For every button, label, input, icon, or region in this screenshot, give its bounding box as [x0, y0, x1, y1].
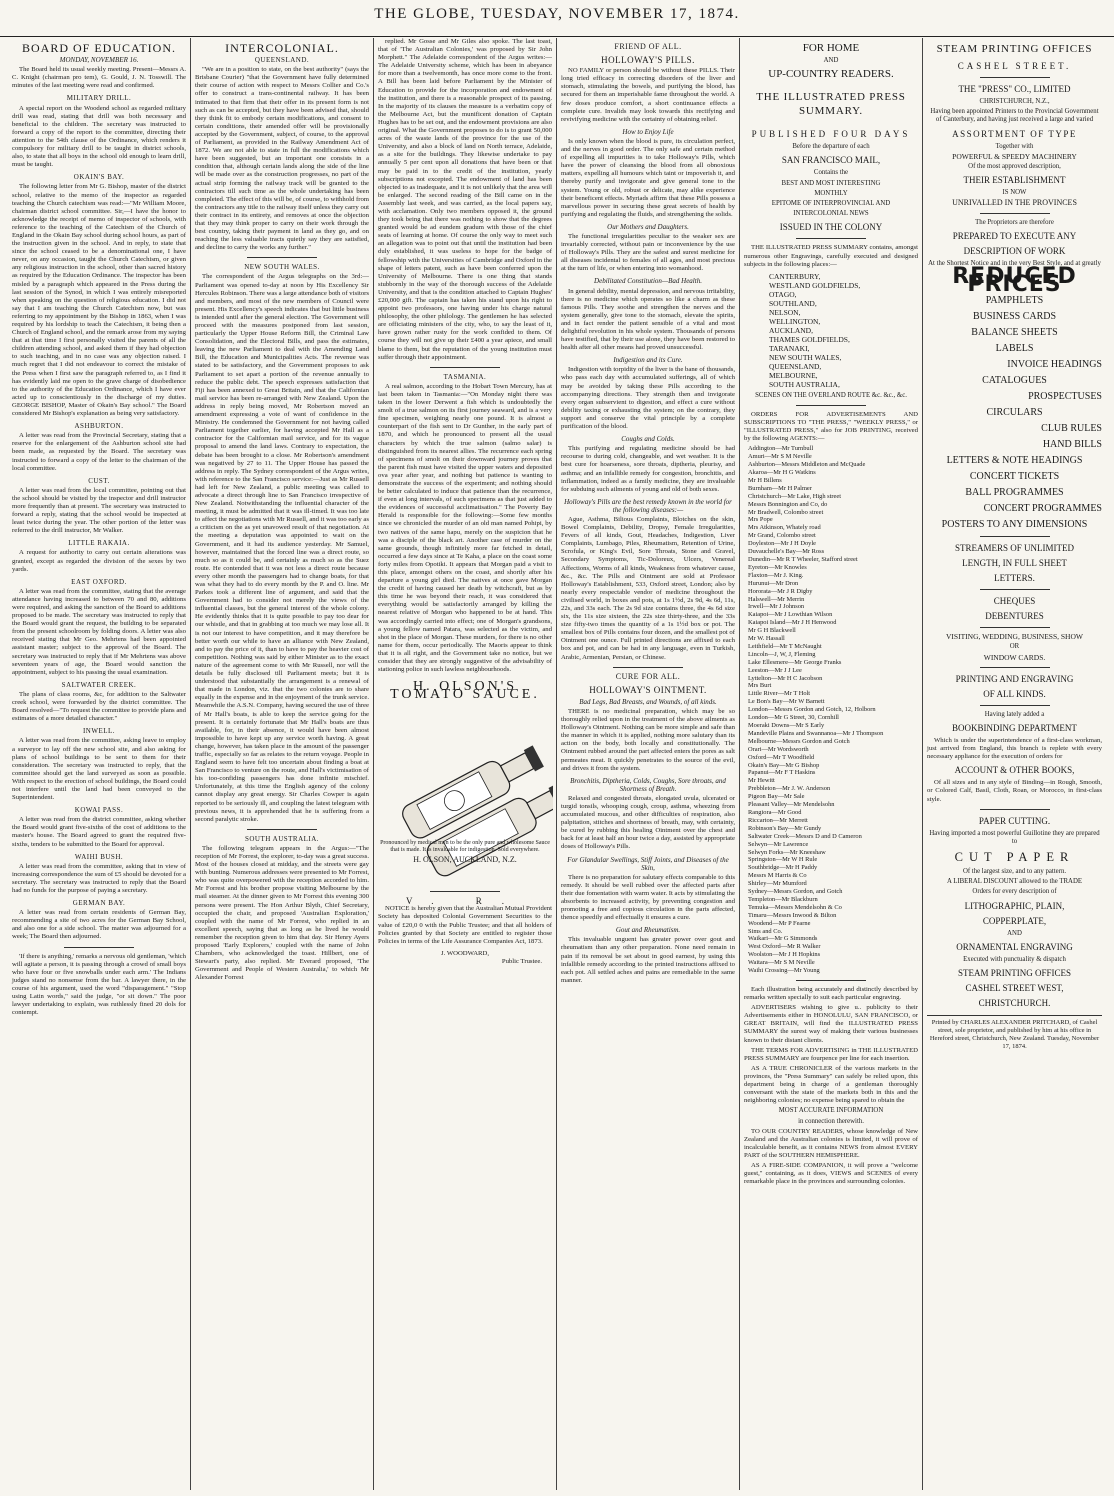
ad-line: CUT PAPER: [954, 850, 1075, 864]
ad-line: MONTHLY: [814, 189, 848, 197]
agent-item: Irwell—Mr J Johnson: [748, 603, 805, 611]
divider: [613, 667, 683, 668]
ad-line: Before the departure of each: [792, 143, 870, 151]
section-heading: Indigestion and its Cure.: [613, 356, 683, 365]
agent-item: West Oxford—Mr R Walker: [748, 943, 821, 951]
ad-line: Executed with punctuality & dispatch: [963, 955, 1066, 963]
page-columns: [8, 38, 1106, 1490]
service-item: CATALOGUES: [982, 375, 1047, 387]
ad-line: SAN FRANCISCO MAIL,: [781, 155, 881, 166]
section-heading: KOWAI PASS.: [74, 806, 124, 815]
section-heading: Debilitated Constitution—Bad Health.: [594, 277, 702, 286]
agents-list: [744, 445, 918, 975]
reduced-prices-headline: REDUCED PRICES: [952, 264, 1077, 298]
ad-line: LITHOGRAPHIC, PLAIN,: [964, 900, 1065, 911]
holloway-pills-title: HOLLOWAY'S PILLS.: [601, 55, 695, 66]
agent-item: Saltwater Creek—Messrs D and D Cameron: [748, 832, 862, 840]
sauce-brand: H. OLSON'S TOMATO SAUCE.: [390, 679, 540, 703]
ad-line: PAPER CUTTING.: [978, 815, 1051, 826]
ad-line: WINDOW CARDS.: [983, 652, 1046, 662]
ad-line: PRINTING AND ENGRAVING: [955, 673, 1074, 684]
ad-line: MOST ACCURATE INFORMATION: [778, 1107, 884, 1115]
services-list: [927, 294, 1102, 531]
printer-imprint: Printed by CHARLES ALEXANDER PRITCHARD, of Cashel street, sole proprietor, and published by him at his office in Hereford street, Christchurch, New Zealand. Tuesday, November 17, 1874.: [927, 1015, 1102, 1051]
ad-paragraph: Each illustration being accurately and distinctly described by remarks written specially to suit each particular engraving.: [744, 986, 918, 1002]
ad-line: POWERFUL & SPEEDY MACHINERY: [952, 151, 1077, 161]
ad-line: VISITING, WEDDING, BUSINESS, SHOW: [946, 632, 1083, 642]
ad-line: DESCRIPTION OF WORK: [963, 245, 1066, 256]
ad-line: Orders for every description of: [972, 888, 1057, 896]
divider: [980, 705, 1050, 706]
agent-item: Messrs Bonnington and Co, do: [748, 500, 828, 508]
section-heading: Bronchitis, Diptheria, Colds, Coughs, Sore throats, and Shortness of Breath.: [570, 776, 726, 793]
service-item: BALL PROGRAMMES: [965, 487, 1064, 499]
section-heading: How to Enjoy Life: [622, 127, 674, 136]
ad-line: LENGTH, IN FULL SHEET: [962, 558, 1067, 569]
ad-line: The Proprietors are therefore: [975, 218, 1054, 226]
agent-item: Oxford—Mr T Woodfield: [748, 753, 815, 761]
section-heading: QUEENSLAND.: [254, 56, 310, 65]
section-heading: For Glandular Swellings, Stiff Joints, and Diseases of the Skin,: [567, 855, 729, 872]
divider: [980, 809, 1050, 810]
article-paragraph: A letter was read from the district committee, asking whether the Board would grant five-sixths of the cost of additions to the master's house. The Board agreed to grant the required five-sixths, tenders to be submitted to the Board for approval.: [12, 816, 186, 848]
article-paragraph: The following telegram appears in the Argus:—"The reception of Mr Forrest, the explorer, to-day was a great success. Most of the houses closed at midday, and the streets were gay with bunting. Numerous addresses were presented to Mr Forrest, who was quite overpowered with the reception accorded to him. Mr Forrest and his brother propose visiting Melbourne by the mail steamer. At the dinner given to Mr Forrest this evening 300 persons were present. The Hon Arthur Blyth, Chief Secretary, occupied the chair, and proposed 'Australian Exploration,' coupled with the name of Mr Forrest, who replied in an excellent speech, saying that as long as he lived he would remember the reception given to him that day. Sir Henry Ayers proposed 'Early Explorers,' coupled with the name of John Chambers, who acknowledged the toast. Hillbert, one of Stewart's party, also replied. Mr Everard proposed, 'The Government and People of Western Australia,' to which Mr Alexander Forrest: [195, 844, 369, 982]
article-paragraph: NO FAMILY or person should be without these PILLS. Their long tried efficacy in correcting disorders of the liver and stomach, stimulating the bowels, and purifying the blood, has secured for them an imperishable fame throughout the world. A few doses produce comfort, a short continuance effects a complete cure. Invalids may look towards this rectifying and revivifying medicine with the certainty of obtaining relief.: [561, 67, 735, 123]
section-heading: SOUTH AUSTRALIA.: [244, 834, 320, 843]
agent-item: Selwyn Forks—Mr Kneeshaw: [748, 848, 826, 856]
press-summary-title: THE ILLUSTRATED PRESS SUMMARY.: [756, 91, 906, 118]
ad-line: BOOKBINDING DEPARTMENT: [952, 723, 1077, 734]
notice-paragraph: NOTICE is hereby given that the Australian Mutual Provident Society has deposited Colonial Government Securities to the value of £20,0 0 with the Public Trustee; and that all holders of Policies granted by that Society are entitled to register those Policies in terms of the Life Assurance Companies Act, 1873.: [378, 905, 552, 945]
divider: [430, 891, 500, 892]
ad-line: ISSUED IN THE COLONY: [779, 222, 883, 233]
agent-item: Eyreton—Mr Knowles: [748, 563, 807, 571]
agent-item: Pigeon Bay—Mr Sale: [748, 793, 805, 801]
ad-paragraph: Which is under the superintendence of a first-class workman, just arrived from England, this branch is replete with every necessary appliance for the execution of orders for: [927, 737, 1102, 761]
agent-item: Lake Ellesmere—Mr George Franks: [748, 658, 842, 666]
ad-line: INTERCOLONIAL NEWS: [793, 210, 869, 218]
service-item: HAND BILLS: [1042, 439, 1102, 451]
section-heading: Coughs and Colds.: [621, 435, 675, 444]
column-printing-offices: [923, 38, 1106, 1490]
agent-item: Mr W. Hassall: [748, 635, 785, 643]
agent-item: Orari—Mr Wordsworth: [748, 745, 809, 753]
place-item: AUCKLAND,: [769, 325, 813, 335]
ad-line: PREPARED TO EXECUTE ANY: [952, 230, 1077, 241]
service-item: PROSPECTUSES: [1028, 391, 1102, 403]
ad-line: Contains the: [813, 169, 849, 177]
section-heading: EAST OXFORD.: [71, 577, 127, 586]
ad-paragraph: THE TERMS FOR ADVERTISING in THE ILLUSTRATED PRESS SUMMARY are fourpence per line for each insertion.: [744, 1046, 918, 1062]
agent-item: Papanui—Mr F T Haskins: [748, 769, 816, 777]
place-item: SOUTHLAND,: [769, 298, 817, 308]
place-item: MELBOURNE,: [769, 370, 818, 380]
section-heading: Our Mothers and Daughters.: [607, 222, 689, 231]
column-press-summary: [740, 38, 923, 1490]
section-heading: Gout and Rheumatism.: [615, 926, 681, 935]
agent-item: Timaru—Messrs Inwood & Bilton: [748, 911, 837, 919]
article-paragraph: This purifying and regulating medicine should be had recourse to during cold, changeable, and wet weather. It is the best cure for hoarseness, sore throats, diptheria, pleurisy, and asthma; and an infallible remedy for congestion, bronchitis, and inflammation, indeed as a family medicine, they are invaluable for subduing such ailments of young and old of both sexes.: [561, 445, 735, 493]
ad-line: CHRISTCHURCH, N.Z.,: [979, 98, 1050, 105]
article-paragraph: Ague, Asthma, Bilious Complaints, Blotches on the skin, Bowel Complaints, Debility, Dropsy, Female Irregularities, Fevers of all kinds, Gout, Headaches, Indigestion, Liver Complaints, Lumbago, Piles, Rheumatism, Retention of Urine, Scrofula, or King's Evil, Sore Throats, Stone and Gravel, Secondary Symptoms, Tic-Doloreux, Ulcers, Venereal Affections, Worms of all kinds, Weakness from whatever cause, &c., &c. The Pills and Ointment are sold at Professor Holloway's Establishment, 533, Oxford street, London; also by nearly every respectable vendor of medicine throughout the civilised world, in boxes and pots, at 1s 1½d, 2s 9d, 4s 6d, 11s, 22s, and 33s each. The 2s 9d size contains three, the 4s 6d size six, the 11s size sixteen, the 22s size thirty-three, and the 33s size fifty-two times the quantity of a 1s 1½d box or pot. The smallest box of Pills contains four dozen, and the smallest pot of Ointment one ounce. Full printed directions are affixed to each box and pot, and can be had in any language, even in Turkish, Arabic, Armenian, Persian, or Chinese.: [561, 515, 735, 661]
agent-item: Le Bon's Bay—Mr W Barnett: [748, 698, 825, 706]
ad-line: DEBENTURES: [985, 611, 1044, 622]
agent-item: Lincoln—J, W, J, Fleming: [748, 650, 816, 658]
sauce-tagline: Pronounced by medical men to be the only pure and wholesome Sauce that is made. It is invaluable for indigestion. Sold everywhere.: [380, 839, 550, 853]
agent-item: Mrs Burt: [748, 682, 772, 690]
article-paragraph: A real salmon, according to the Hobart Town Mercury, has at last been taken in Tasmania:—"On Monday night there was taken in the lower Derwent a fish which is undoubtedly the smolt of a true salmon on its first journey seaward, and is a very fine specimen, weighing nearly one pound. It is almost a counterpart of the fish sent to Dr Gunther, in the early part of 1870, and which he pronounced to present all the usual characters by which the true salmon (salmo salar) is distinguished from its nearest allies. The recurrence each spring of specimens of smolt on their downward journey proves that the parent fish must have visited the upper waters and deposited ova year after year, and nothing but patience is wanting to demonstrate the success of the experiment; and nothing should be better calculated to induce that patience than the recurrence, if even at long intervals, of such specimens as that just added to the evidences of successful acclimatisation." The Poverty Bay Herald is responsible for the following:—Some few months since we chronicled the murder of an old man named Pohipi, by two natives of the same hapu, merely on the suspicion that he was a disciple of the black art. Another case of murder on the same grounds, though infinitely more far fetched in detail, occurred a few days since at Te Kaha, a place on the coast some forty miles from Opotiki. It appears that Morgan paid a visit to this place, amongst others on the coast, and shortly after his departure a young girl died. The natives at once gave Morgan the credit of having caused her death by witchcraft, but as by this time he was beyond their reach, it was considered that everything would be satisfactorily arranged by killing the nearest relative of Morgan who happened to be at hand. This was accordingly carried into effect; one of Morgan's grandsons, a young fellow named Patara, was selected as the victim, and shot in the place of Morgan. These murders, for there is no other name for them, occur periodically. The Maoris appear to think that it is all right, and the Government take no notice, but we consider that they are strongly suggestive of the advisability of stationing police in such lawless neighbourhoods.: [378, 382, 552, 674]
ad-line: ORNAMENTAL ENGRAVING: [956, 941, 1073, 952]
ad-line: UP-COUNTRY READERS.: [768, 68, 894, 81]
article-paragraph: A letter was read from certain residents of German Bay, recommending a site of two acres for the German Bay School, and also one for a side school. The matter was adjourned for a week; The Board then adjourned.: [12, 909, 186, 941]
ad-line: Together with: [995, 142, 1034, 150]
article-paragraph: In general debility, mental depression, and nervous irritability, there is no medicine which operates so like a charm as these famous Pills. They soothe and strengthen the nerves and the system generally, give tone to the stomach, elevate the spirits, and in fact render the patient sensible of a vital and most delightful revolution in his whole system. Thousands of persons have testified, that by their use alone, they have been restored to health after all other means had proved unsuccessful.: [561, 287, 735, 352]
ad-paragraph: TO OUR COUNTRY READERS, whose knowledge of New Zealand and the Australian colonies is limited, it will prove of incalculable benefit, as it contains NEWS from almost EVERY PART of the SOUTHERN HEMISPHERE.: [744, 1127, 918, 1159]
ad-line: in connection therewith.: [798, 1117, 864, 1125]
section-heading: ASHBURTON.: [74, 422, 124, 431]
service-item: CONCERT PROGRAMMES: [983, 503, 1102, 515]
service-item: LABELS: [995, 343, 1034, 355]
column-holloway: [557, 38, 740, 1490]
section-heading: CURE FOR ALL.: [615, 671, 681, 681]
ad-line: CASHEL STREET WEST,: [965, 983, 1064, 994]
article-paragraph: This invaluable unguent has greater power over gout and rheumatism than any other preparation. None need remain in pain if its removal be set about in good earnest, by using this infallible remedy according to the printed instructions affixed to each pot. All settled aches and pains are remediable in the same manner.: [561, 936, 735, 984]
section-heading: INWELL.: [82, 727, 116, 736]
agent-item: Selwyn—Mr Lawrence: [748, 840, 809, 848]
service-item: PAMPHLETS: [985, 295, 1044, 307]
ad-line: EPITOME OF INTERPROVINCIAL AND: [771, 200, 891, 208]
ad-paragraph: ADVERTISERS wishing to give u.. publicity to their Advertisements either in HONOLULU, SAN FRANCISCO, or GREAT BRITAIN, will find the ILLUSTRATED PRESS SUMMARY the surest way of making their various businesses known to their distant clients.: [744, 1004, 918, 1044]
agent-item: Messrs M Harris & Co: [748, 872, 807, 880]
anecdote-paragraph: 'If there is anything,' remarks a nervous old gentleman, 'which will agitate a person, it is passing through a crowd of small boys who have four or five snowballs under each arm.' The Indians judges stand no nonsense from the bar. A lawyer there, in the course of his argument, used the word "disparagement." "Stop using Latin words," said the judge, "or sit down." The poor lawyer undertaking to explain, was ruthlessly fined 20 dols for contempt.: [12, 952, 186, 1017]
divider: [980, 589, 1050, 590]
ad-line: Having imported a most powerful Guillotine they are prepared to: [929, 829, 1100, 845]
agent-item: Moeraki Downs—Mr S Early: [748, 722, 825, 729]
article-paragraph: The Board held its usual weekly meeting. Present—Messrs A. C. Knight (chairman pro tem), G. Gould, J. N. Tosswill. The minutes of the last meeting were read and confirmed.: [12, 66, 186, 90]
article-paragraph: A special report on the Woodend school as regarded military drill was read, stating that drill was both necessary and beneficial to the children. The secretary was instructed to forward a copy of the report to the committee, directing their attention to the 54th clause of the Ordinance, which renders it compulsory for military drill to be taught in district schools, also, to state that all boys in the school old enough to learn drill, must be taught.: [12, 104, 186, 169]
section-heading: WAIHI BUSH.: [74, 852, 124, 861]
ad-line: AND: [1007, 929, 1022, 937]
agent-item: Waihi Crossing—Mr Young: [748, 967, 820, 975]
tomato-sauce-advertisement: [378, 680, 552, 885]
place-item: NELSON,: [769, 307, 801, 317]
article-paragraph: replied. Mr Gosse and Mr Giles also spoke. The last toast, that of 'The Australian Colonies,' was proposed by Sir John Morphett." The Adelaide correspondent of the Argus writes:—The Adelaide University scheme, which has been in abeyance for more than a twelvemonth, has once more come to the front. A Bill has been laid before Parliament by the Minister of Education to provide for the incorporation and endowment of the institution, and there is a reasonable prospect of its passing. In the majority of its clauses the measure is a verbatim copy of the Melbourne Act, but the munificent donation of Captain Hughes has to be set out, and the endowment provisions are also original. What the Government proposes to do is to grant 50,000 acres of the waste lands of the province for the use of the University, and also a block of land on North terrace, Adelaide, as a site for the buildings. They likewise undertake to pay annually 5 per cent upon all donations that have been or that may be paid in to the credit of the institution, yearly subscriptions not excepted. The endowment of land has been objected to as inadequate, and it is not unlikely that the area will be enlarged. The second reading of the Bill came on in the Assembly last week, and was carried, as the local papers say, with acclamation. Only two members opposed it, the ground they took being that there was nothing to show that the degrees granted would be ad eundem gradum with those of the chief seats of learning at home. Of course the only way to meet such an allegation was to point out that until the institution had been duly established, it was useless to hope for the badge of fellowship with the Universities of Cambridge and Oxford in the shape of letters patent, such as have been conferred upon the University of Melbourne. There is one thing that stands stubbornly in the way of the thorough success of the Adelaide University, and that is the condition attached to Captain Hughes' £20,000 gift. The captain has taken his stand upon his right to appoint two professors, one having under his charge natural philosophy, the other philology. The gentlemen he has selected are officiating ministers of the city, who, to say the least of it, have grown rather rusty for the work confided to them. Of course they will not give up their £400 a year apiece, and small blame to them, but the reputation of the young institution must suffer through their appointment.: [378, 38, 552, 361]
agent-item: Sydney—Messrs Gordon, and Gotch: [748, 888, 843, 896]
service-item: CLUB RULES: [1041, 423, 1102, 435]
article-paragraph: "We are in a position to state, on the best authority" (says the Brisbane Courier) "that the Government have fully determined their course of action with respect to Messrs Collier and Co.'s offer to construct a trans-continental railway. It has been intimated to that firm that their offer in its present form is not such as can be accepted, but they have been advised that, should they think fit to embody certain modifications, and consent to certain conditions, their amended offer will be provisionally accepted by the Government, subject, of course, to the approval of Parliament, as provided in the Railway Amendment Act of 1872. We are not able to state in full the modifications which have been suggested, but an important one consists in a condition that, although certain lands along the side of the line will be made over as the construction progresses, no part of the actual strip forming the railway track will be granted to the contractors till such time as the whole undertaking has been completed. The effect of this will be, of course, to withhold from the contractors any title to the railway itself unless they carry out their contract in its entirety, and removes at once the objection that they may think proper to carry on their work through the best country, taking their payment in land as they go, and on reaching the less valuable tracts quietly say they are satisfied, and decline to carry the works any further.": [195, 66, 369, 252]
ad-line: CASHEL STREET.: [957, 61, 1072, 71]
agent-item: Woolston—Mr J H Hopkins: [748, 951, 821, 959]
section-heading: SALTWATER CREEK.: [61, 680, 137, 689]
ad-paragraph: Of all sizes and in any style of Binding—in Rough, Smooth, or Colored Calf, Basil, Cloth, Roan, or Morocco, in first-class style.: [927, 779, 1102, 803]
divider: [980, 667, 1050, 668]
ad-line: FOR HOME: [802, 42, 860, 54]
place-item: SOUTH AUSTRALIA,: [769, 379, 840, 389]
agent-item: Leithfield—Mr T McNaught: [748, 642, 822, 650]
article-paragraph: Relaxed and congested throats, elongated uvula, ulcerated or turgid tonsils, whooping cough, croup, asthma, wheezing from accumulated mucous, and other difficulties of respiration, also palpitation, stitches and shortness of breath, may, with certainty, be cured by rubbing this healing Ointment over the chest and back for at least half an hour twice a day, assisted by appropriate doses of Holloway's Pills.: [561, 794, 735, 851]
ad-paragraph: THE ILLUSTRATED PRESS SUMMARY contains, amongst numerous other Engravings, carefully executed and designed subjects in the following places:—: [744, 244, 918, 268]
divider: [980, 77, 1050, 78]
ad-line: OF ALL KINDS.: [983, 688, 1046, 699]
ad-line: THE "PRESS" CO., LIMITED: [958, 84, 1071, 94]
divider: [796, 238, 866, 239]
ad-paragraph: AS A TRUE CHRONICLER of the various markets in the provinces, the "Press Summary" can safely be relied upon, this department being in charge of a gentleman thoroughly conversant with the state of the markets both in this and the neighboring colonies; no expense being spared to obtain the: [744, 1064, 918, 1105]
holloway-ointment-title: HOLLOWAY'S OINTMENT.: [589, 684, 707, 695]
agent-item: Halswell—Mr Merrin: [748, 595, 805, 603]
ad-line: STREAMERS OF UNLIMITED: [954, 543, 1074, 554]
article-paragraph: A letter was read from the committee, asking that in view of increasing correspondence the sum of £5 should be devoted for a secretary. The secretary was instructed to reply that the Board had no funds for the purpose of paying a secretary.: [12, 862, 186, 894]
section-heading: MILITARY DRILL.: [66, 94, 132, 103]
agent-item: Temuka—Messrs Mendelsohn & Co: [748, 903, 842, 911]
agent-item: Kaiapoi Island—Mr J H Henwood: [748, 619, 837, 627]
agent-item: Mr Bradwell, Colombo street: [748, 508, 824, 516]
section-heading: NEW SOUTH WALES.: [244, 263, 320, 272]
agent-item: Little River—Mr T Holt: [748, 690, 811, 698]
masthead: THE GLOBE, TUESDAY, NOVEMBER 17, 1874.: [0, 0, 1114, 37]
agent-item: Templeton—Mr Blackburn: [748, 895, 818, 903]
agent-item: Pleasant Valley—Mr Mendelsohn: [748, 801, 835, 809]
service-item: LETTERS & NOTE HEADINGS: [946, 455, 1083, 467]
divider: [980, 213, 1050, 214]
sauce-maker: H. OLSON, AUCKLAND, N.Z.: [413, 854, 517, 864]
agent-item: Dunedin—Mr R T Wheeler, Stafford street: [748, 555, 858, 563]
ad-line: COPPERPLATE,: [982, 915, 1047, 926]
article-paragraph: A request for authority to carry out certain alterations was granted, except as regarded the division of the sexes by two yards.: [12, 549, 186, 573]
ad-paragraph: ORDERS FOR ADVERTISEMENTS AND SUBSCRIPTIONS TO "THE PRESS," "WEEKLY PRESS," or "ILLUSTRATED PRESS," also for JOB PRINTING, received by the following AGENTS:—: [744, 410, 918, 443]
agent-item: Robinson's Bay—Mr Gundy: [748, 824, 822, 832]
article-paragraph: THERE is no medicinal preparation, which may be so thoroughly relied upon in the treatment of the above ailments as Holloway's Ointment. Nothing can be more simple and safe than the manner in which it is applied, nothing more salutary than its action on the body, both locally and constitutionally. The Ointment rubbed around the part affected enters the pores as salt permeates meat. It quickly penetrates to the source of the evil, and drives it from the system.: [561, 707, 735, 772]
ad-line: STEAM PRINTING OFFICES: [957, 968, 1071, 979]
agent-item: Mrs Atkinson, Whately road: [748, 524, 821, 532]
places-list: [744, 272, 918, 389]
ad-line: THEIR ESTABLISHMENT: [963, 175, 1066, 186]
column-education: [8, 38, 191, 1490]
article-paragraph: A letter was read from the local committee, pointing out that the school should be visited by the inspector and drill instructor more frequently than at present. The secretary was instructed to forward a reply, stating that the school would be inspected at least twice during the year. The other portion of the letter was referred to the drill instructor, Mr Walker.: [12, 486, 186, 535]
section-heading: TASMANIA.: [443, 372, 487, 381]
place-item: WESTLAND GOLDFIELDS,: [769, 280, 861, 290]
agent-item: Burnham—Mr H Palmer: [748, 484, 812, 492]
service-item: CIRCULARS: [986, 407, 1043, 419]
service-item: INVOICE HEADINGS: [1007, 359, 1102, 371]
service-item: POSTERS TO ANY DIMENSIONS: [941, 519, 1088, 531]
ad-line: LETTERS.: [994, 573, 1035, 584]
agent-item: Prebbleton—Mr J. W. Anderson: [748, 785, 831, 793]
agent-item: Woodend—Mr P Fearne: [748, 919, 811, 927]
divider: [430, 367, 500, 368]
agent-item: Mr H Billens: [748, 476, 782, 484]
agent-item: London—Messrs Gordon and Gotch, 12, Holborn: [748, 706, 876, 714]
agent-item: Riccarton—Mr Merrett: [748, 816, 808, 824]
divider: [64, 947, 134, 948]
ad-line: Having lately added a: [984, 710, 1045, 718]
notice-signer-title: Public Trustee.: [501, 957, 542, 965]
article-paragraph: The correspondent of the Argus telegraphs on the 3rd:—Parliament was opened to-day at noon by His Excellency Sir Hercules Robinson. There was a large attendance both of visitors and members, and most of the new members of Council were present. His Excellency's speech indicates that but little business is intended until after the general election. The Government will proceed with the measures postponed from last session, particularly the Upper House Reform Bill, the Criminal Law Consolidation, and the Electoral Bills, and pass the estimates, leaving the new Parliament to deal with the Amending Land Bill, the Education and Municipalities Acts. The revenue was stated to be satisfactory, and the Government proposes to ask Parliament to set apart a portion of the revenue annually to reduce the public debt. The speech expresses satisfaction that Fiji has been annexed to Great Britain, and that the Californian mail service has been re-arranged with New Zealand. Upon the address in reply being moved, Mr Robertson moved an amendment expressing a vote of want of confidence in the Ministry. He condemned the Government for not having called Parliament together earlier, for having accepted Mr Hall as a contractor for the Californian mail service, and for its vague proposal to amend the land laws. Contrary to expectation, the debate has been brought to a close. Mr Robertson's amendment was negatived by 27 to 11. The Upper House has passed the address in reply. The Sydney correspondent of the Argus writes, with reference to the San Francisco service:—Just as Mr Russell had left for New Zealand, a public meeting was called to advocate a direct through line to San Francisco irrespective of New Zealand. Notwithstanding the influential character of the meeting, it must be admitted that it was ill-timed. It was too late to affect the negotiations with Mr Russell, and it was too early as a criticism on the as yet unavowed result of that negotiation. At the meeting a deputation was appointed to wait on the Government, and it had its audience yesterday. Mr Samuel, however, maintained that the forced line was a direct route, so much so as it could be, and certainly as much so as the Suez route. He contended that it was not less a direct route because every other month the passengers had to change boats, for that was what they had to do every month by the P. and O. line. Mr Parkes took a different line of argument, and said that the Government had to consider not merely the views of the influential classes, but the general interest of the whole colony. He evidently thinks that it is quite possible to pay too dear for our whistle, and that in grabbing at too much we may lose all. It is not our interest to have competition, and it may therefore be better worth our while to have an alliance with New Zealand, and to pay the price of it, than to have to pay the heavier cost of competition. Nothing was said by either Minister as to the exact nature of the agreement come to with Mr Russell, nor will the details be fully disclosed till Parliament meets; but it is understood that substantially the arrangement is a renewal of that made in London, viz. that the two colonies are to share equally in the expense and in the enjoyment of the trunk service. Meanwhile the A.S.N. Company, having secured the use of three of Mr Hall's boats, is able to keep the service going for the present. It is certainly fortunate that Mr Hall's boats are thus available, for, in their absence, it would have been almost impossible to have kept up any service worth having. A great change, however, has taken place in the amount of the passenger traffic, especially so far as relates to the return voyage. People in England seem to have felt too uncertain about finding a boat at San Francisco to venture on the route, and Hall's victimisation of his too-confiding passengers has done infinite mischief. Unfortunately, at this time the English agency of the colony cannot display any great energy. Sir Charles Cowper is again reported to be seriously ill, and coupling the latest telegram with previous news, it is apprehended that he is suffering from a second paralytic stroke.: [195, 273, 369, 823]
agent-item: Rangiora—Mr Good: [748, 808, 802, 816]
agent-item: Flaxton—Mr J. King.: [748, 571, 804, 579]
divider: [980, 536, 1050, 537]
section-heading: OKAIN'S BAY.: [73, 173, 125, 182]
section-heading: GERMAN BAY.: [72, 899, 126, 908]
agent-item: Mr Hewitt: [748, 777, 775, 785]
divider: [796, 980, 866, 981]
meeting-date: MONDAY, NOVEMBER 16.: [59, 56, 139, 65]
agent-item: Mandeville Plains and Swannanoa—Mr J Thompson: [748, 729, 884, 737]
agent-item: Kaiapoi—Mr J Lowthian Wilson: [748, 611, 833, 619]
agent-item: Ashburton—Messrs Middleton and McQuade: [748, 461, 866, 469]
section-heading: CUST.: [88, 476, 110, 485]
royal-cipher: V. R.: [405, 896, 525, 907]
place-item: TARANAKI,: [769, 343, 810, 353]
agent-item: London—Mr G Street, 30, Cornhill: [748, 714, 839, 722]
steam-printing-title: STEAM PRINTING OFFICES: [936, 43, 1093, 55]
ad-line: ASSORTMENT OF TYPE: [952, 128, 1077, 139]
agent-item: Doyleston—Mr J H Doyle: [748, 540, 816, 548]
article-paragraph: A letter was read from the Provincial Secretary, stating that a reserve for the enlargement of the Ashburton school site had been made, as requested by the Board. The secretary was instructed to forward a copy of the letter to the chairman of the local committee.: [12, 432, 186, 472]
agent-item: Springston—Mr W H Rule: [748, 856, 818, 864]
article-paragraph: The plans of class rooms, &c, for addition to the Saltwater creek school, were forwarded by the district committee. The Board resolved—"To request the committee to provide plans and estimates of a more detailed character.": [12, 690, 186, 723]
agent-item: Shirley—Mr Mumford: [748, 880, 807, 888]
agent-item: Christchurch—Mr Lake, High street: [748, 492, 841, 500]
agent-item: Southbridge—Mr H Paddy: [748, 864, 818, 872]
column-intercolonial-cont: [374, 38, 557, 1490]
notice-signer: J. WOODWARD,: [441, 949, 489, 957]
ad-line: CHEQUES: [993, 596, 1036, 607]
divider: [980, 627, 1050, 628]
ad-line: PUBLISHED FOUR DAYS: [751, 129, 911, 140]
agent-item: Mrs Pope: [748, 516, 773, 524]
article-paragraph: Is only known when the blood is pure, its circulation perfect, and the nerves in good order. The only safe and certain method of expelling all impurities is to take Holloway's Pills, which have the power of cleansing the blood from all obnoxious matters, expelling all humours which taint or impoverish it, and thereby purify and invigorate and give general tone to the system. Young or old, robust or delicate, may alike experience their beneficent effects. Myriads affirm that these Pills possess a marvellous power in securing these great secrets of health by purifying and regulating the fluids, and strengthening the solids.: [561, 137, 735, 218]
ad-line: A LIBERAL DISCOUNT allowed to the TRADE: [946, 878, 1083, 886]
ad-line: At the Shortest Notice and in the very Best Style, and at greatly: [928, 259, 1101, 267]
board-of-education-title: BOARD OF EDUCATION.: [21, 41, 176, 55]
agent-item: Mr G H Blackwell: [748, 627, 796, 635]
place-item: THAMES GOLDFIELDS,: [769, 334, 850, 344]
ad-line: Of the most approved description,: [968, 163, 1061, 171]
article-paragraph: The functional irregularities peculiar to the weaker sex are invariably corrected, without pain or inconvenience by the use of Holloway's Pills. They are the safest and surest medicine for all diseases incidental to females of all ages, and most precious at the turn of life, or when entering into womanhood.: [561, 232, 735, 273]
section-heading: Bad Legs, Bad Breasts, and Wounds, of all kinds.: [579, 697, 717, 706]
ad-line: OR: [1009, 643, 1020, 651]
ad-line: UNRIVALLED IN THE PROVINCES: [952, 198, 1077, 208]
agent-item: Amuri—Mr S M Neville: [748, 453, 812, 461]
ad-line: Of the largest size, and to any pattern.: [962, 868, 1067, 875]
section-heading: FRIEND OF ALL.: [614, 42, 682, 51]
place-item: WELLINGTON,: [769, 316, 821, 326]
service-item: BUSINESS CARDS: [972, 311, 1057, 323]
agent-item: Addington—Mr Turnbull: [748, 445, 814, 453]
place-item: NEW SOUTH WALES,: [769, 352, 842, 362]
section-heading: Holloway's Pills are the best remedy known in the world for the following diseases:—: [564, 497, 732, 514]
article-paragraph: There is no preparation for salutary effects comparable to this remedy. It should be well rubbed over the affected parts after their due fomentation with warm water. It acts by stimulating the absorbents to increased activity, by preventing congestion and promoting a free and copious circulation in the parts affected, thence speedily and effectually it ensures a cure.: [561, 873, 735, 922]
ad-line: Having been appointed Printers to the Provincial Government of Canterbury, and having just received a large and varied: [930, 108, 1099, 124]
agent-item: Leeston—Mr J J Lee: [748, 666, 802, 674]
section-heading: LITTLE RAKAIA.: [68, 539, 130, 548]
ad-line: SCENES ON THE OVERLAND ROUTE &c. &c., &c.: [755, 391, 907, 399]
place-item: QUEENSLAND,: [769, 361, 822, 371]
place-item: CANTERBURY,: [769, 271, 821, 281]
divider: [247, 829, 317, 830]
intercolonial-title: INTERCOLONIAL.: [225, 41, 339, 55]
agent-item: Akaroa—Mr H G Watkins: [748, 469, 816, 476]
article-paragraph: The following letter from Mr G. Bishop, master of the district school, relative to the memo of the inspector as regarded teaching the Church catechism was read:—"Mr William Moore, chairman district school committee. Sir,—I have the honor to acknowledge the receipt of memo of inspector of schools, with reference to the teaching of the Catechism of the Church of England in the Okain Bay school during school hours, as part of the instruction given in the school. And in reply, to state that since the school ceased to be a denominational one, I have never, on any occasion, taught the Church Catechism, or given any religious instruction in the school, other than sacred history as required by the Education Ordinance. The inspector has been misled by a paragraph which appeared in the Press during the last session of the Synod, in which I was entirely misreported when speaking on the question of religious education. I did not say that I am teaching the Church Catechism now, but was referring to my appointment by the Bishop in 1863, when I was required by his lordship to teach the Catechism, it being then a Church of England school, and the remark arose from my saying that at that time I first personally visited the parents of all the children attending school, and asked them if they had objection to such teaching, and in no case was any objection raised. I much regret that I did not endeavour to correct the mistake of the Press when I first saw the paragraph referred to, as I find it has evidently laid me open to the grave charge of disobedience to the authority of the Education Ordinance, which I have ever acted up to conscientiously in the discharge of my duties. GEORGE BISHOP, Master of Okain's Bay school." The Board considered Mr Bishop's explanation as being very satisfactory.: [12, 183, 186, 418]
service-item: BALANCE SHEETS: [971, 327, 1058, 339]
agent-item: Waikari—Mr G Simmonds: [748, 935, 818, 943]
divider: [796, 405, 866, 406]
agent-item: Sims and Co.: [748, 927, 783, 935]
ad-line: IS NOW: [1002, 189, 1027, 197]
agent-item: Duvauchelle's Bay—Mr Ross: [748, 548, 825, 556]
agent-item: Lyttelton—Mr H C Jacobson: [748, 674, 823, 682]
agent-item: Hurunui—Mr Dron: [748, 579, 799, 587]
article-paragraph: A letter was read from the committee, stating that the average attendance having increased to between 70 and 80, additions were required, and asking the sanction of the Board to additions proposed to be made. The secretary was instructed to reply that the Board would grant the request, the building to be separated from the present schoolroom by folding doors. A letter was also received stating that Mr Geo. Mehrtens had been appointed assistant master; subject to the approval of the Board. The secretary was instructed to reply that if Mr Mehrtens was above seventeen years of age, the Board would sanction the appointment, subject to his passing the usual examination.: [12, 587, 186, 676]
ad-line: CHRISTCHURCH.: [978, 998, 1051, 1009]
ad-line: BEST AND MOST INTERESTING: [781, 179, 881, 187]
agent-item: Hororata—Mr J R Digby: [748, 587, 813, 595]
agent-item: Okain's Bay—Mr G Bishop: [748, 761, 820, 769]
agent-item: Mr Grand, Colombo street: [748, 532, 816, 540]
divider: [247, 257, 317, 258]
column-intercolonial: [191, 38, 374, 1490]
place-item: OTAGO,: [769, 289, 797, 299]
article-paragraph: A letter was read from the committee, asking leave to employ a surveyor to lay off the new school site, and also asking for plans of school buildings to be sent to them for their consideration. The secretary was instructed to reply, that the committee should get the land surveyed as soon as possible. With respect to the erection of school buildings, the Board could not interfere until the land had been conveyed to the Superintendent.: [12, 737, 186, 802]
service-item: CONCERT TICKETS: [969, 471, 1060, 483]
ad-line: AND: [823, 57, 839, 64]
article-paragraph: Indigestion with torpidity of the liver is the bane of thousands, who pass each day with accumulated sufferings, all of which may be avoided by taking these Pills according to the accompanying directions. They strength then and invigorate every organ subservient to digestion, and effect a cure without debility taxing or exhausting the system; on the contrary, they support and conserve the vital principle by a complete purification of the blood.: [561, 366, 735, 431]
agent-item: Waitara—Mr S M Neville: [748, 959, 815, 967]
agent-item: Melbourne—Messrs Gordon and Gotch: [748, 737, 850, 745]
ad-paragraph: AS A FIRE-SIDE COMPANION, it will prove a "welcome guest," containing, as it does, VIEWS and SCENES of every remarkable place in the provinces and surrounding colonies.: [744, 1162, 918, 1186]
ad-line: ACCOUNT & OTHER BOOKS,: [954, 765, 1075, 776]
